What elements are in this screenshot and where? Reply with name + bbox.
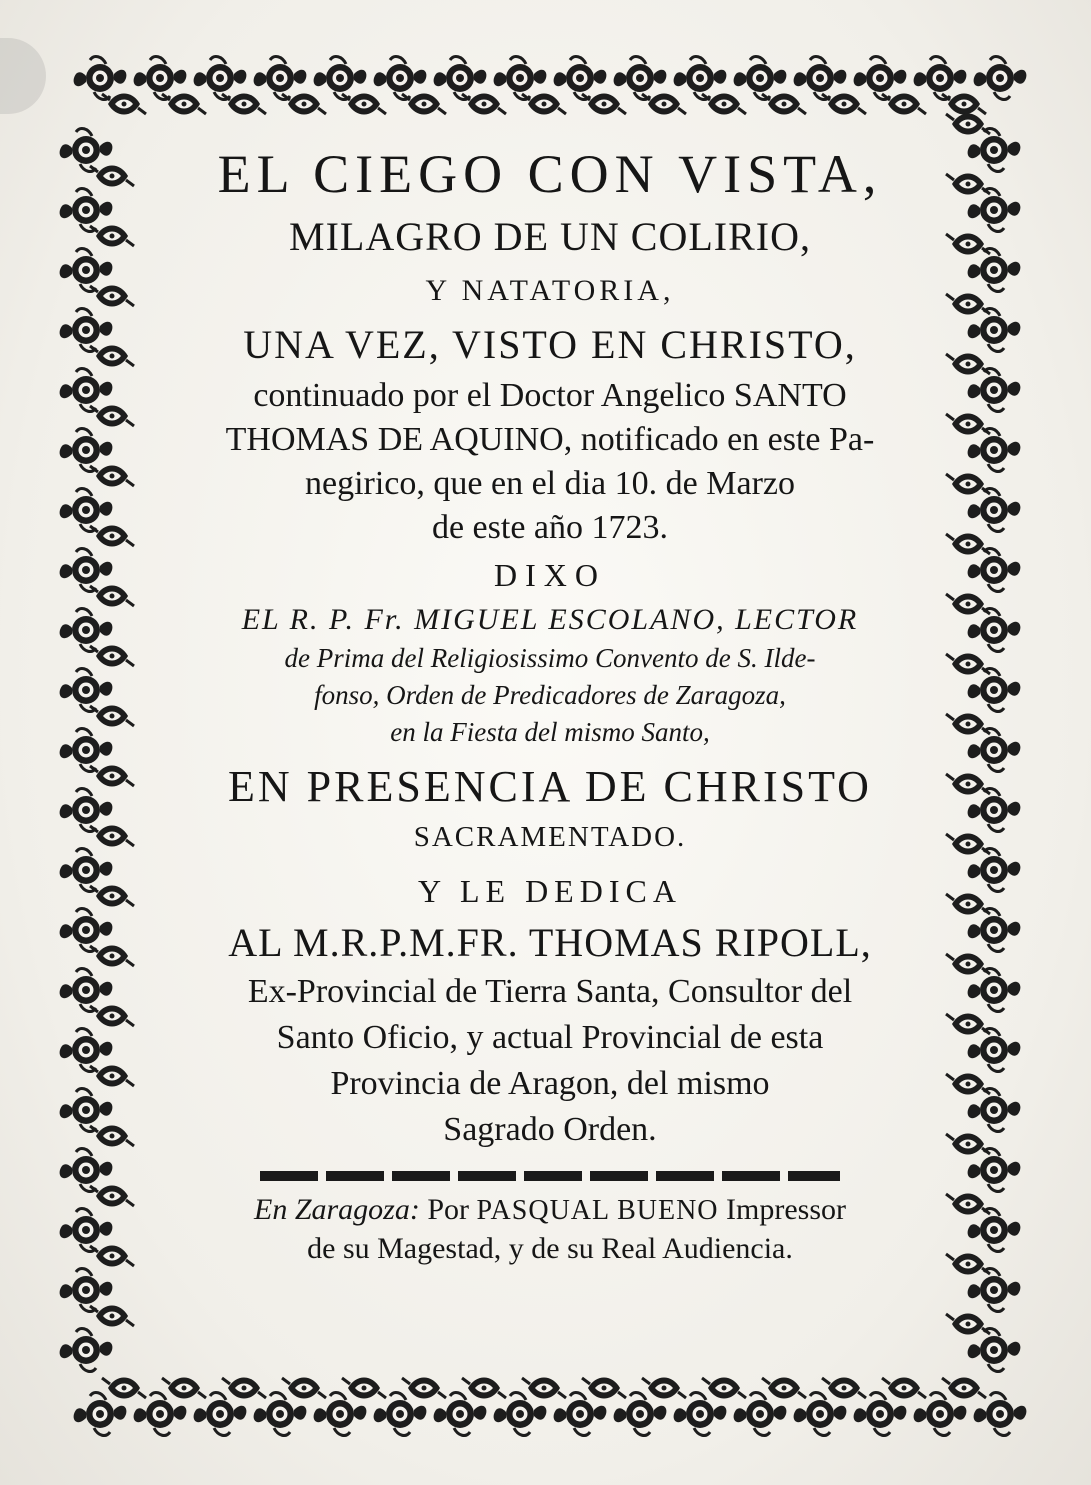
floral-ornament-icon <box>642 1378 686 1399</box>
floral-ornament-icon <box>968 1209 1021 1252</box>
floral-ornament-icon <box>968 969 1021 1012</box>
floral-ornament-icon <box>942 1378 986 1399</box>
floral-ornament-icon <box>522 1378 566 1399</box>
floral-ornament-icon <box>60 129 113 172</box>
description-line-2: THOMAS DE AQUINO, notificado en este Pa- <box>225 421 875 458</box>
floral-ornament-icon <box>60 489 113 532</box>
floral-ornament-icon <box>462 1378 506 1399</box>
floral-ornament-icon <box>60 549 113 592</box>
floral-ornament-icon <box>554 57 607 100</box>
floral-ornament-icon <box>60 789 113 832</box>
floral-ornament-icon <box>60 909 113 952</box>
dedication-line-4: Provincia de Aragon, del mismo <box>330 1065 770 1102</box>
floral-ornament-icon <box>60 369 113 412</box>
floral-ornament-icon <box>60 1209 113 1252</box>
floral-ornament-icon <box>968 249 1021 292</box>
author-line-3: fonso, Orden de Predicadores de Zaragoza, <box>314 680 786 710</box>
floral-ornament-icon <box>494 1393 547 1436</box>
floral-ornament-icon <box>60 309 113 352</box>
floral-ornament-icon <box>402 1378 446 1399</box>
floral-ornament-icon <box>342 1378 386 1399</box>
floral-ornament-icon <box>854 1393 907 1436</box>
dedication-line-3: Santo Oficio, y actual Provincial de esta <box>276 1019 824 1056</box>
floral-ornament-icon <box>60 609 113 652</box>
floral-ornament-icon <box>282 1378 326 1399</box>
dedication-line-5: Sagrado Orden. <box>443 1111 657 1148</box>
floral-ornament-icon <box>494 57 547 100</box>
floral-ornament-icon <box>968 1029 1021 1072</box>
floral-ornament-icon <box>968 909 1021 952</box>
floral-ornament-icon <box>74 1393 127 1436</box>
floral-ornament-icon <box>194 57 247 100</box>
floral-ornament-icon <box>162 1378 206 1399</box>
floral-ornament-icon <box>254 57 307 100</box>
floral-ornament-icon <box>974 1393 1027 1436</box>
floral-ornament-icon <box>968 669 1021 712</box>
floral-ornament-icon <box>60 1149 113 1192</box>
floral-ornament-icon <box>60 669 113 712</box>
floral-ornament-icon <box>794 1393 847 1436</box>
author-line-2: de Prima del Religiosissimo Convento de S. Ilde- <box>284 643 816 673</box>
imprint-line-1 <box>150 1191 950 1230</box>
subtitle-line-1: MILAGRO DE UN COLIRIO, <box>289 214 811 259</box>
floral-ornament-icon <box>968 309 1021 352</box>
floral-ornament-icon <box>134 1393 187 1436</box>
floral-ornament-icon <box>968 1149 1021 1192</box>
floral-ornament-icon <box>60 1089 113 1132</box>
floral-ornament-icon <box>554 1393 607 1436</box>
floral-ornament-icon <box>968 1269 1021 1312</box>
floral-ornament-icon <box>974 57 1027 100</box>
floral-ornament-icon <box>60 189 113 232</box>
floral-ornament-icon <box>968 729 1021 772</box>
imprint-place: En Zaragoza: <box>254 1193 420 1226</box>
dedication-line-2: Ex-Provincial de Tierra Santa, Consultor del <box>247 973 853 1010</box>
border-left-column <box>60 129 134 1372</box>
floral-ornament-icon <box>614 1393 667 1436</box>
floral-ornament-icon <box>968 369 1021 412</box>
floral-ornament-icon <box>60 249 113 292</box>
floral-ornament-icon <box>968 489 1021 532</box>
floral-ornament-icon <box>434 57 487 100</box>
floral-ornament-icon <box>222 1378 266 1399</box>
floral-ornament-icon <box>60 429 113 472</box>
border-top-row <box>74 57 1027 115</box>
floral-ornament-icon <box>854 57 907 100</box>
floral-ornament-icon <box>794 57 847 100</box>
floral-ornament-icon <box>254 1393 307 1436</box>
floral-ornament-icon <box>434 1393 487 1436</box>
floral-ornament-icon <box>134 57 187 100</box>
border-right-column <box>946 114 1020 1372</box>
floral-ornament-icon <box>702 1378 746 1399</box>
floral-ornament-icon <box>968 549 1021 592</box>
imprint-line-2: de su Magestad, y de su Real Audiencia. <box>307 1232 793 1265</box>
imprint-printer: PASQUAL BUENO <box>476 1195 719 1226</box>
floral-ornament-icon <box>968 789 1021 832</box>
sacramentado-heading: SACRAMENTADO. <box>413 821 687 853</box>
floral-ornament-icon <box>968 849 1021 892</box>
floral-ornament-icon <box>60 729 113 772</box>
imprint-role: Impressor <box>726 1193 846 1226</box>
subtitle-line-3: UNA VEZ, VISTO EN CHRISTO, <box>243 322 857 367</box>
dedicatee-name: AL M.R.P.M.FR. THOMAS RIPOLL, <box>228 920 872 965</box>
author-line-1: EL R. P. Fr. MIGUEL ESCOLANO, LECTOR <box>241 603 859 636</box>
floral-ornament-icon <box>734 57 787 100</box>
floral-ornament-icon <box>674 1393 727 1436</box>
floral-ornament-icon <box>74 57 127 100</box>
floral-ornament-icon <box>614 57 667 100</box>
dedica-heading: Y LE DEDICA <box>418 873 682 909</box>
floral-ornament-icon <box>822 1378 866 1399</box>
floral-ornament-icon <box>60 1029 113 1072</box>
main-title: EL CIEGO CON VISTA, <box>217 144 883 204</box>
imprint-por: Por <box>427 1193 470 1226</box>
floral-ornament-icon <box>674 57 727 100</box>
floral-ornament-icon <box>582 1378 626 1399</box>
floral-ornament-icon <box>914 57 967 100</box>
dashed-rule-divider <box>260 1171 840 1181</box>
floral-ornament-icon <box>314 57 367 100</box>
floral-ornament-icon <box>314 1393 367 1436</box>
description-line-1: continuado por el Doctor Angelico SANTO <box>253 377 847 414</box>
floral-ornament-icon <box>968 189 1021 232</box>
floral-ornament-icon <box>194 1393 247 1436</box>
description-line-3: negirico, que en el dia 10. de Marzo <box>305 465 795 502</box>
floral-ornament-icon <box>968 429 1021 472</box>
presencia-heading: EN PRESENCIA DE CHRISTO <box>228 762 872 811</box>
floral-ornament-icon <box>374 57 427 100</box>
floral-ornament-icon <box>968 1089 1021 1132</box>
floral-ornament-icon <box>968 129 1021 172</box>
floral-ornament-icon <box>60 1269 113 1312</box>
floral-ornament-icon <box>60 969 113 1012</box>
floral-ornament-icon <box>60 849 113 892</box>
floral-ornament-icon <box>60 1329 113 1372</box>
floral-ornament-icon <box>734 1393 787 1436</box>
floral-ornament-icon <box>762 1378 806 1399</box>
subtitle-line-2: Y NATATORIA, <box>425 274 675 307</box>
description-line-4: de este año 1723. <box>431 509 669 546</box>
floral-ornament-icon <box>102 1378 146 1399</box>
floral-ornament-icon <box>968 1329 1021 1372</box>
floral-ornament-icon <box>374 1393 427 1436</box>
floral-ornament-icon <box>882 1378 926 1399</box>
floral-ornament-icon <box>968 609 1021 652</box>
border-bottom-row <box>74 1378 1027 1436</box>
author-line-4: en la Fiesta del mismo Santo, <box>390 717 710 747</box>
title-text-block <box>150 140 950 1340</box>
dixo-heading: DIXO <box>494 557 606 593</box>
floral-ornament-icon <box>914 1393 967 1436</box>
